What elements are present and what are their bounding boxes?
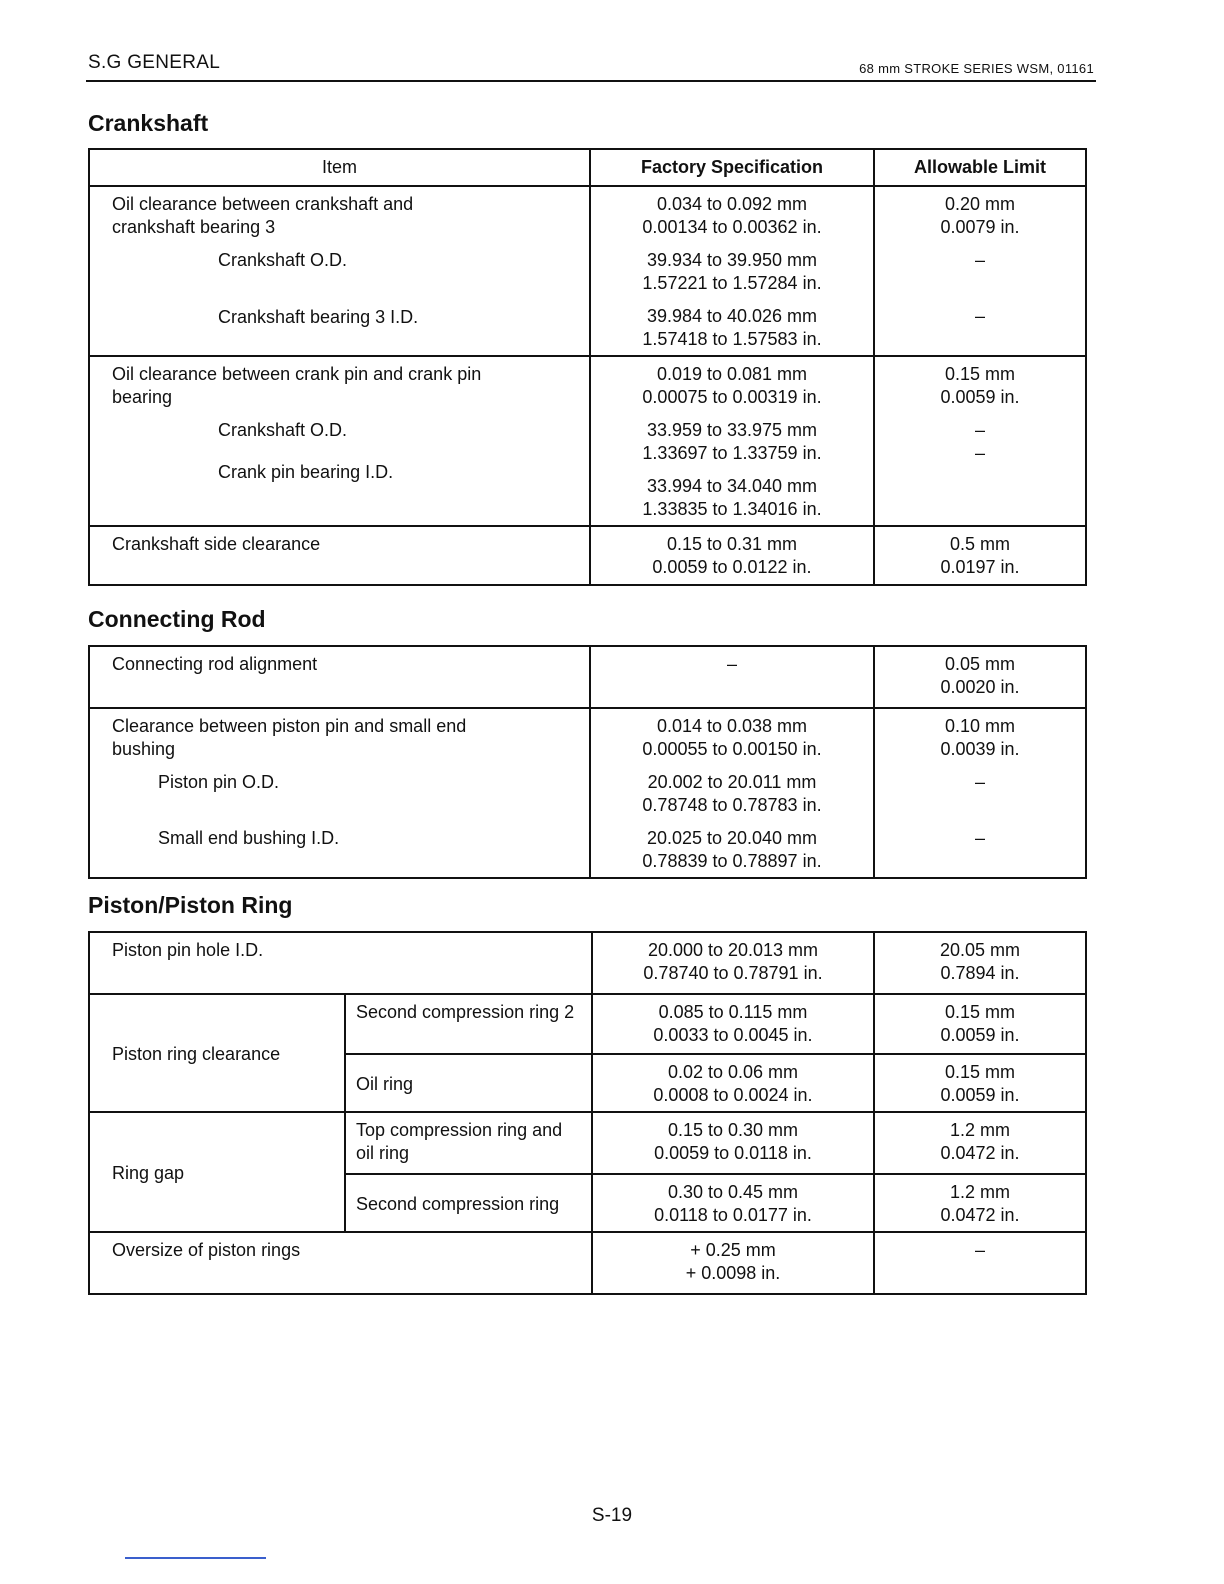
page-number: S-19 (591, 1505, 633, 1526)
spec-value: 0.0059 to 0.0122 in. (652, 557, 812, 577)
spec-value: 0.15 to 0.31 mm (666, 534, 798, 554)
factory-spec-cell (590, 186, 874, 356)
limit-value: – (974, 1240, 985, 1260)
limit-value: 0.15 mm (944, 364, 1016, 384)
spec-value: 0.034 to 0.092 mm (656, 194, 808, 214)
spec-value: 0.0008 to 0.0024 in. (653, 1085, 813, 1105)
limit-value: – (974, 420, 985, 440)
table-row (89, 994, 1086, 1054)
item-text: bushing (112, 739, 176, 759)
sub-item-text: Small end bushing I.D. (158, 828, 340, 848)
spec-value: 33.994 to 34.040 mm (646, 476, 818, 496)
spec-value: 20.025 to 20.040 mm (646, 828, 818, 848)
spec-value: 0.30 to 0.45 mm (667, 1182, 799, 1202)
spec-value: 0.00134 to 0.00362 in. (642, 217, 822, 237)
limit-value: 0.5 mm (949, 534, 1010, 554)
sub-item-text: Top compression ring (356, 1120, 528, 1140)
sub-item-text: Crankshaft O.D. (218, 250, 348, 270)
spec-value: 0.0033 to 0.0045 in. (653, 1025, 813, 1045)
piston-title: Piston/Piston Ring (88, 892, 293, 918)
factory-spec-cell (590, 356, 874, 526)
limit-value: 0.0197 in. (940, 557, 1020, 577)
limit-value: 0.15 mm (944, 1002, 1016, 1022)
item-text: Clearance between piston pin and small end (112, 716, 467, 736)
limit-value: 0.15 mm (944, 1062, 1016, 1082)
item-cell (89, 186, 590, 356)
sub-item-cell (345, 1054, 592, 1112)
allowable-limit-cell (874, 1174, 1086, 1232)
spec-value: 1.33835 to 1.34016 in. (642, 499, 822, 519)
limit-value: 0.0472 in. (940, 1143, 1020, 1163)
limit-value: 0.0059 in. (940, 1025, 1020, 1045)
table-row (89, 356, 1086, 526)
allowable-limit-cell (874, 1112, 1086, 1174)
allowable-limit-cell (874, 1232, 1086, 1294)
item-text: Piston pin hole I.D. (112, 940, 264, 960)
item-text: Piston ring clearance (112, 1043, 281, 1064)
table-row (89, 708, 1086, 878)
factory-spec-cell (592, 932, 874, 994)
item-text: Oil clearance between crankshaft and (112, 194, 414, 214)
spec-value: 39.934 to 39.950 mm (646, 250, 818, 270)
connecting-rod-title: Connecting Rod (88, 606, 266, 632)
spec-value: + 0.25 mm (690, 1240, 776, 1260)
limit-value: 0.0020 in. (940, 677, 1020, 697)
limit-value: 0.0079 in. (940, 217, 1020, 237)
table-row (89, 526, 1086, 585)
factory-spec-cell (592, 1112, 874, 1174)
col-header-item: Item (89, 149, 590, 186)
item-cell (89, 646, 590, 708)
sub-item-cell (345, 994, 592, 1054)
crankshaft-table (88, 148, 1087, 586)
allowable-limit-cell (874, 708, 1086, 878)
limit-value: – (974, 772, 985, 792)
sub-item-text: and oil ring (356, 1120, 563, 1163)
factory-spec-cell (590, 646, 874, 708)
item-text: crankshaft bearing 3 (112, 217, 276, 237)
sub-item-cell (345, 1174, 592, 1232)
limit-value: 1.2 mm (949, 1182, 1010, 1202)
spec-value: 0.00075 to 0.00319 in. (642, 387, 822, 407)
spec-value: 20.000 to 20.013 mm (647, 940, 819, 960)
spec-value: 1.57221 to 1.57284 in. (642, 273, 822, 293)
limit-value: 0.05 mm (944, 654, 1016, 674)
table-row (89, 186, 1086, 356)
table-row (89, 1232, 1086, 1294)
factory-spec-cell (590, 708, 874, 878)
sub-item-cell (345, 1112, 592, 1174)
item-cell (89, 708, 590, 878)
col-header-factory: Factory Specification (590, 149, 874, 186)
item-text: Oversize of piston rings (112, 1240, 301, 1260)
limit-value: 20.05 mm (939, 940, 1021, 960)
header-rule (86, 80, 1096, 82)
item-cell (89, 1232, 592, 1294)
table-row (89, 932, 1086, 994)
item-text: Crankshaft side clearance (112, 534, 321, 554)
footer-link-underline (125, 1557, 266, 1559)
limit-value: – (974, 443, 985, 463)
limit-value: 0.10 mm (944, 716, 1016, 736)
sub-item-text: Piston pin O.D. (158, 772, 280, 792)
limit-value: – (974, 306, 985, 326)
col-header-limit: Allowable Limit (874, 149, 1086, 186)
spec-value: 0.15 to 0.30 mm (667, 1120, 799, 1140)
allowable-limit-cell (874, 932, 1086, 994)
item-cell (89, 932, 592, 994)
item-cell (89, 356, 590, 526)
connecting-rod-table (88, 645, 1087, 879)
factory-spec-cell (592, 994, 874, 1054)
item-cell (89, 526, 590, 585)
sub-item-text: ring 2 (529, 1002, 575, 1022)
allowable-limit-cell (874, 646, 1086, 708)
factory-spec-cell (590, 526, 874, 585)
item-text: Oil clearance between crank pin and crank pin (112, 364, 482, 384)
spec-value: 0.02 to 0.06 mm (667, 1062, 799, 1082)
factory-spec-cell (592, 1054, 874, 1112)
header-section-label: S.G GENERAL (88, 52, 221, 73)
spec-value: 0.78839 to 0.78897 in. (642, 851, 822, 871)
piston-table (88, 931, 1087, 1295)
limit-value: 0.20 mm (944, 194, 1016, 214)
limit-value: 0.0059 in. (940, 387, 1020, 407)
spec-value: 33.959 to 33.975 mm (646, 420, 818, 440)
limit-value: 0.0039 in. (940, 739, 1020, 759)
sub-item-text: Crankshaft bearing 3 I.D. (218, 307, 419, 327)
factory-spec-cell (592, 1232, 874, 1294)
sub-item-text: Crankshaft O.D. (218, 420, 348, 440)
spec-value: 1.57418 to 1.57583 in. (642, 329, 822, 349)
allowable-limit-cell (874, 1054, 1086, 1112)
limit-value: – (974, 250, 985, 270)
allowable-limit-cell (874, 356, 1086, 526)
table-row (89, 1112, 1086, 1174)
item-text: bearing (112, 387, 173, 407)
spec-value: 1.33697 to 1.33759 in. (642, 443, 822, 463)
item-text: Ring gap (112, 1162, 185, 1183)
spec-value: – (726, 654, 737, 674)
item-cell (89, 1112, 345, 1232)
allowable-limit-cell (874, 526, 1086, 585)
spec-value: + 0.0098 in. (685, 1263, 781, 1283)
sub-item-text: Oil ring (356, 1073, 414, 1094)
spec-value: 0.019 to 0.081 mm (656, 364, 808, 384)
spec-value: 0.0118 to 0.0177 in. (654, 1205, 812, 1225)
limit-value: 0.0472 in. (940, 1205, 1020, 1225)
factory-spec-cell (592, 1174, 874, 1232)
table-row (89, 646, 1086, 708)
sub-item-text: Crank pin bearing I.D. (218, 462, 394, 482)
table-header-row (89, 149, 1086, 186)
limit-value: 1.2 mm (949, 1120, 1010, 1140)
spec-value: 39.984 to 40.026 mm (646, 306, 818, 326)
item-cell (89, 994, 345, 1112)
spec-value: 0.085 to 0.115 mm (658, 1002, 808, 1022)
sub-item-text: Second compression (356, 1002, 525, 1022)
item-text: Connecting rod alignment (112, 654, 318, 674)
limit-value: 0.0059 in. (940, 1085, 1020, 1105)
allowable-limit-cell (874, 994, 1086, 1054)
limit-value: – (974, 828, 985, 848)
spec-value: 0.78740 to 0.78791 in. (643, 963, 823, 983)
limit-value: 0.7894 in. (940, 963, 1020, 983)
spec-value: 0.78748 to 0.78783 in. (642, 795, 822, 815)
spec-value: 0.014 to 0.038 mm (656, 716, 808, 736)
spec-value: 20.002 to 20.011 mm (647, 772, 817, 792)
crankshaft-title: Crankshaft (88, 110, 209, 136)
allowable-limit-cell (874, 186, 1086, 356)
spec-value: 0.0059 to 0.0118 in. (654, 1143, 812, 1163)
spec-value: 0.00055 to 0.00150 in. (642, 739, 822, 759)
sub-item-text: Second compression ring (356, 1193, 560, 1214)
header-series-label: 68 mm STROKE SERIES WSM, 01161 (859, 61, 1094, 76)
